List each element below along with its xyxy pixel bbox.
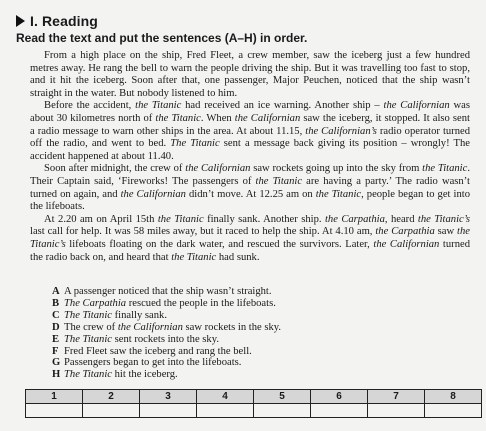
italic-ship-name: the Carpathia bbox=[324, 213, 385, 225]
text-run: radio operator turned off the radio, and went to bed. bbox=[30, 125, 471, 150]
sentence-options bbox=[52, 286, 452, 381]
answer-cell-8[interactable] bbox=[425, 404, 482, 418]
paragraph-1 bbox=[30, 50, 470, 100]
text-run: had received an ice warning. Another ship – bbox=[181, 100, 384, 112]
answer-number-4: 4 bbox=[197, 390, 254, 404]
option-text bbox=[64, 310, 167, 322]
answer-cell-1[interactable] bbox=[26, 404, 83, 418]
answer-table-header-row bbox=[26, 390, 482, 404]
italic-ship-name: the Californian bbox=[120, 188, 186, 200]
italic-ship-name: the Titanic bbox=[157, 213, 204, 225]
option-text bbox=[64, 369, 178, 381]
option-c bbox=[52, 310, 452, 322]
answer-number-7: 7 bbox=[368, 390, 425, 404]
option-h bbox=[52, 369, 452, 381]
text-run: Passengers began to get into the lifeboats. bbox=[64, 357, 242, 369]
paragraph-2 bbox=[30, 100, 470, 163]
italic-ship-name: the Carpathia bbox=[375, 226, 435, 238]
option-text bbox=[64, 322, 281, 334]
answer-number-1: 1 bbox=[26, 390, 83, 404]
paragraph-4 bbox=[30, 214, 470, 264]
answer-cell-2[interactable] bbox=[83, 404, 140, 418]
answer-number-5: 5 bbox=[254, 390, 311, 404]
answer-cell-7[interactable] bbox=[368, 404, 425, 418]
text-run: , people began to get into the lifeboats. bbox=[30, 188, 470, 213]
text-run: Soon after midnight, the crew of bbox=[44, 163, 186, 175]
option-letter: F bbox=[52, 345, 59, 357]
italic-ship-name: the Titanic’s bbox=[417, 213, 471, 225]
option-letter: B bbox=[52, 297, 60, 309]
italic-ship-name: The Carpathia bbox=[64, 297, 127, 309]
answer-number-6: 6 bbox=[311, 390, 368, 404]
text-run: , heard bbox=[384, 213, 418, 225]
italic-ship-name: the Californian bbox=[117, 321, 183, 333]
text-run: sent rockets into the sky. bbox=[111, 333, 219, 345]
italic-ship-name: the Californian’s bbox=[305, 125, 377, 137]
play-arrow-icon bbox=[16, 15, 25, 27]
text-run: saw bbox=[434, 226, 458, 238]
italic-ship-name: the Titanic bbox=[155, 112, 201, 124]
option-e bbox=[52, 334, 452, 346]
task-instruction: Read the text and put the sentences (A–H) in order. bbox=[16, 31, 308, 45]
text-run: saw rockets in the sky. bbox=[182, 321, 282, 333]
text-run: finally sank. Another ship. bbox=[203, 213, 325, 225]
text-run: didn’t move. At 12.25 am on bbox=[185, 188, 316, 200]
italic-ship-name: the Californian bbox=[234, 112, 301, 124]
option-text bbox=[64, 334, 219, 346]
answer-table bbox=[25, 389, 482, 418]
answer-cell-3[interactable] bbox=[140, 404, 197, 418]
text-run: saw the iceberg, it stopped. It also sent a radio message to warn other ships in the area. At about 11.15, bbox=[30, 112, 470, 137]
text-run: hit the iceberg. bbox=[111, 369, 178, 381]
answer-cell-5[interactable] bbox=[254, 404, 311, 418]
answer-cell-6[interactable] bbox=[311, 404, 368, 418]
option-letter: H bbox=[52, 369, 61, 381]
italic-ship-name: the Californian bbox=[373, 238, 440, 250]
option-f bbox=[52, 346, 452, 358]
option-letter: G bbox=[52, 357, 61, 369]
option-text bbox=[64, 286, 272, 298]
reading-text bbox=[30, 50, 470, 264]
option-letter: C bbox=[52, 309, 60, 321]
text-run: The crew of bbox=[64, 321, 118, 333]
answer-number-2: 2 bbox=[83, 390, 140, 404]
text-run: From a high place on the ship, Fred Fleet, a crew member, saw the iceberg just a few hundred metres away. He rang the bell to warn the people driving the ship. But it was travelling too fast to stop, and it hit the iceberg. Soon after that, one passenger, Major Peuchen, noticed that the ship wasn’t straight in the water. But nobody listened to him. bbox=[30, 50, 470, 99]
text-run: saw rockets going up into the sky from bbox=[250, 163, 423, 175]
option-g bbox=[52, 357, 452, 369]
option-text bbox=[64, 357, 241, 369]
text-run: had sunk. bbox=[216, 251, 260, 263]
italic-ship-name: the Titanic’s bbox=[30, 226, 470, 250]
section-title: I. Reading bbox=[30, 13, 98, 29]
italic-ship-name: The Titanic bbox=[64, 369, 112, 381]
text-run: are having a party.’ The radio wasn’t turned on again, and bbox=[30, 175, 470, 200]
italic-ship-name: the Titanic bbox=[255, 175, 303, 187]
text-run: finally sank. bbox=[111, 309, 168, 321]
option-d bbox=[52, 322, 452, 334]
section-heading bbox=[16, 13, 98, 29]
italic-ship-name: the Californian bbox=[383, 100, 450, 112]
text-run: last call for help. It was 58 miles away, but it raced to help the ship. At 4.10 am, bbox=[30, 226, 376, 238]
answer-cell-4[interactable] bbox=[197, 404, 254, 418]
text-run: . Their Captain said, ‘Fireworks! The passengers of bbox=[30, 163, 470, 187]
answer-number-8: 8 bbox=[425, 390, 482, 404]
option-a bbox=[52, 286, 452, 298]
text-run: lifeboats floating on the dark water, and rescued the survivors. Later, bbox=[65, 238, 374, 250]
answer-number-3: 3 bbox=[140, 390, 197, 404]
text-run: Before the accident, bbox=[44, 100, 136, 112]
option-letter: D bbox=[52, 321, 60, 333]
text-run: was about 30 kilometres north of bbox=[30, 100, 470, 124]
option-letter: A bbox=[52, 286, 60, 297]
text-run: sent a message back giving its position – wrongly! The accident happened at about 11.40. bbox=[30, 138, 470, 162]
text-run: rescued the people in the lifeboats. bbox=[126, 297, 276, 309]
option-text bbox=[64, 298, 276, 310]
italic-ship-name: The Titanic bbox=[170, 138, 220, 150]
text-run: At 2.20 am on April 15th bbox=[44, 213, 158, 225]
italic-ship-name: the Titanic bbox=[315, 188, 362, 200]
answer-table-answer-row bbox=[26, 404, 482, 418]
text-run: . When bbox=[200, 112, 235, 124]
italic-ship-name: the Titanic bbox=[171, 251, 217, 263]
text-run: turned the radio back on, and heard that bbox=[30, 238, 470, 263]
text-run: Fred Fleet saw the iceberg and rang the bell. bbox=[64, 345, 252, 357]
italic-ship-name: The Titanic bbox=[64, 333, 112, 345]
option-letter: E bbox=[52, 333, 60, 345]
text-run: A passenger noticed that the ship wasn’t straight. bbox=[64, 286, 272, 297]
paragraph-3 bbox=[30, 163, 470, 213]
option-text bbox=[64, 346, 252, 358]
italic-ship-name: the Titanic bbox=[135, 100, 182, 112]
italic-ship-name: the Titanic bbox=[422, 163, 468, 175]
italic-ship-name: The Titanic bbox=[64, 309, 112, 321]
italic-ship-name: the Californian bbox=[185, 163, 251, 175]
option-b bbox=[52, 298, 452, 310]
